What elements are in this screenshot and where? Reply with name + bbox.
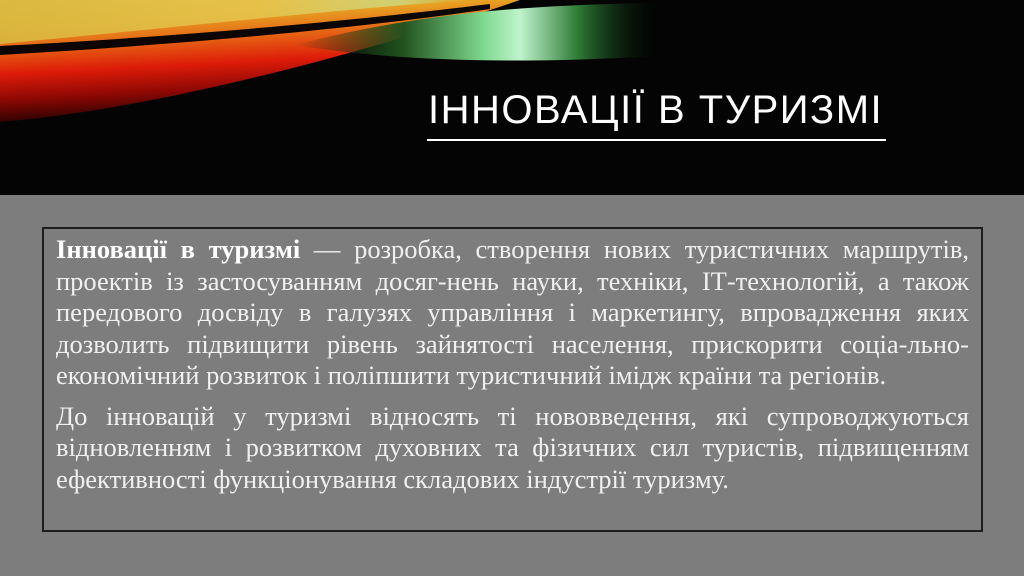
definition-lead-text: Інновації в туризмі [56,234,301,264]
second-paragraph: До інновацій у туризмі відносять ті нововведення, які супроводжуються відновленням і розвитком духовних та фізичних сил туристів, підвищенням ефективності функціонування складових індустрії туризму. [56,400,969,494]
slide-header [0,0,1024,195]
definition-textbox [42,227,983,532]
definition-rest-text: — розробка, створення нових туристичних маршрутів, проектів із застосуванням досяг-нень науки, техніки, ІТ-технологій, а також передового досвіду в галузях управління і маркетингу, впровадження яких дозволить підвищити рівень зайнятості населення, прискорити соціа-льно-економічний розвиток і поліпшити туристичний імідж країни та регіонів. [56,234,970,390]
slide-title: ІННОВАЦІЇ В ТУРИЗМІ [427,88,886,141]
definition-paragraph [56,234,969,392]
slide-body [0,195,1024,576]
